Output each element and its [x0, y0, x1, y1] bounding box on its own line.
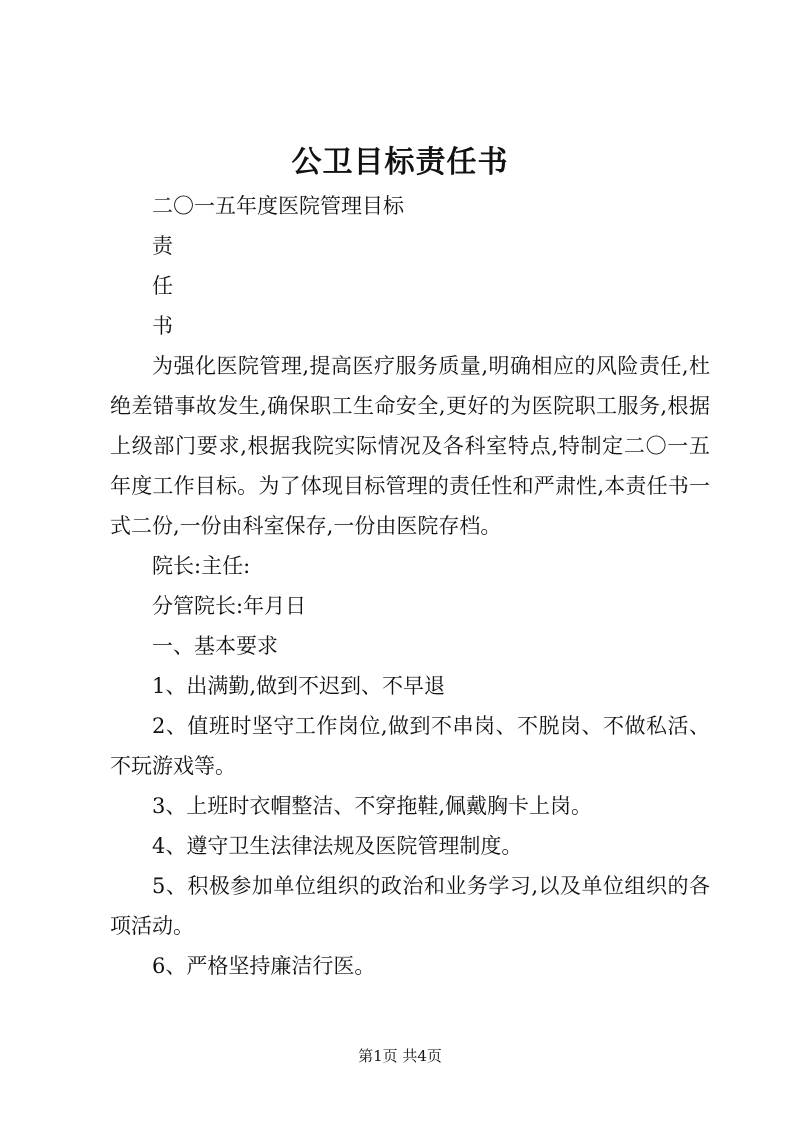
vertical-char-ren: 任	[152, 274, 173, 298]
subtitle-line: 二〇一五年度医院管理目标	[152, 194, 404, 218]
requirement-item-5: 5、积极参加单位组织的政治和业务学习,以及单位组织的各项活动。	[110, 874, 710, 938]
page-footer: 第1页 共4页	[358, 1047, 442, 1065]
requirement-item-6: 6、严格坚持廉洁行医。	[152, 954, 376, 978]
vertical-char-ze: 责	[152, 234, 173, 258]
vertical-char-shu: 书	[152, 314, 173, 338]
document-title: 公卫目标责任书	[291, 145, 509, 180]
intro-paragraph: 为强化医院管理,提高医疗服务质量,明确相应的风险责任,杜绝差错事故发生,确保职工生命安全,更好的为医院职工服务,根据上级部门要求,根据我院实际情况及各科室特点,特制定二〇一五年度工作目标。为了体现目标管理的责任性和严肃性,本责任书一式二份,一份由科室保存,一份由医院存档。	[110, 354, 710, 538]
requirement-item-1: 1、出满勤,做到不迟到、不早退	[152, 674, 446, 698]
document-body	[110, 186, 710, 986]
section-heading: 一、基本要求	[152, 634, 278, 658]
requirement-item-3: 3、上班时衣帽整洁、不穿拖鞋,佩戴胸卡上岗。	[152, 794, 593, 818]
signature-line-2: 分管院长:年月日	[152, 594, 307, 618]
requirement-item-4: 4、遵守卫生法律法规及医院管理制度。	[152, 834, 523, 858]
signature-line-1: 院长:主任:	[152, 554, 251, 578]
requirement-item-2: 2、值班时坚守工作岗位,做到不串岗、不脱岗、不做私活、不玩游戏等。	[110, 714, 710, 778]
